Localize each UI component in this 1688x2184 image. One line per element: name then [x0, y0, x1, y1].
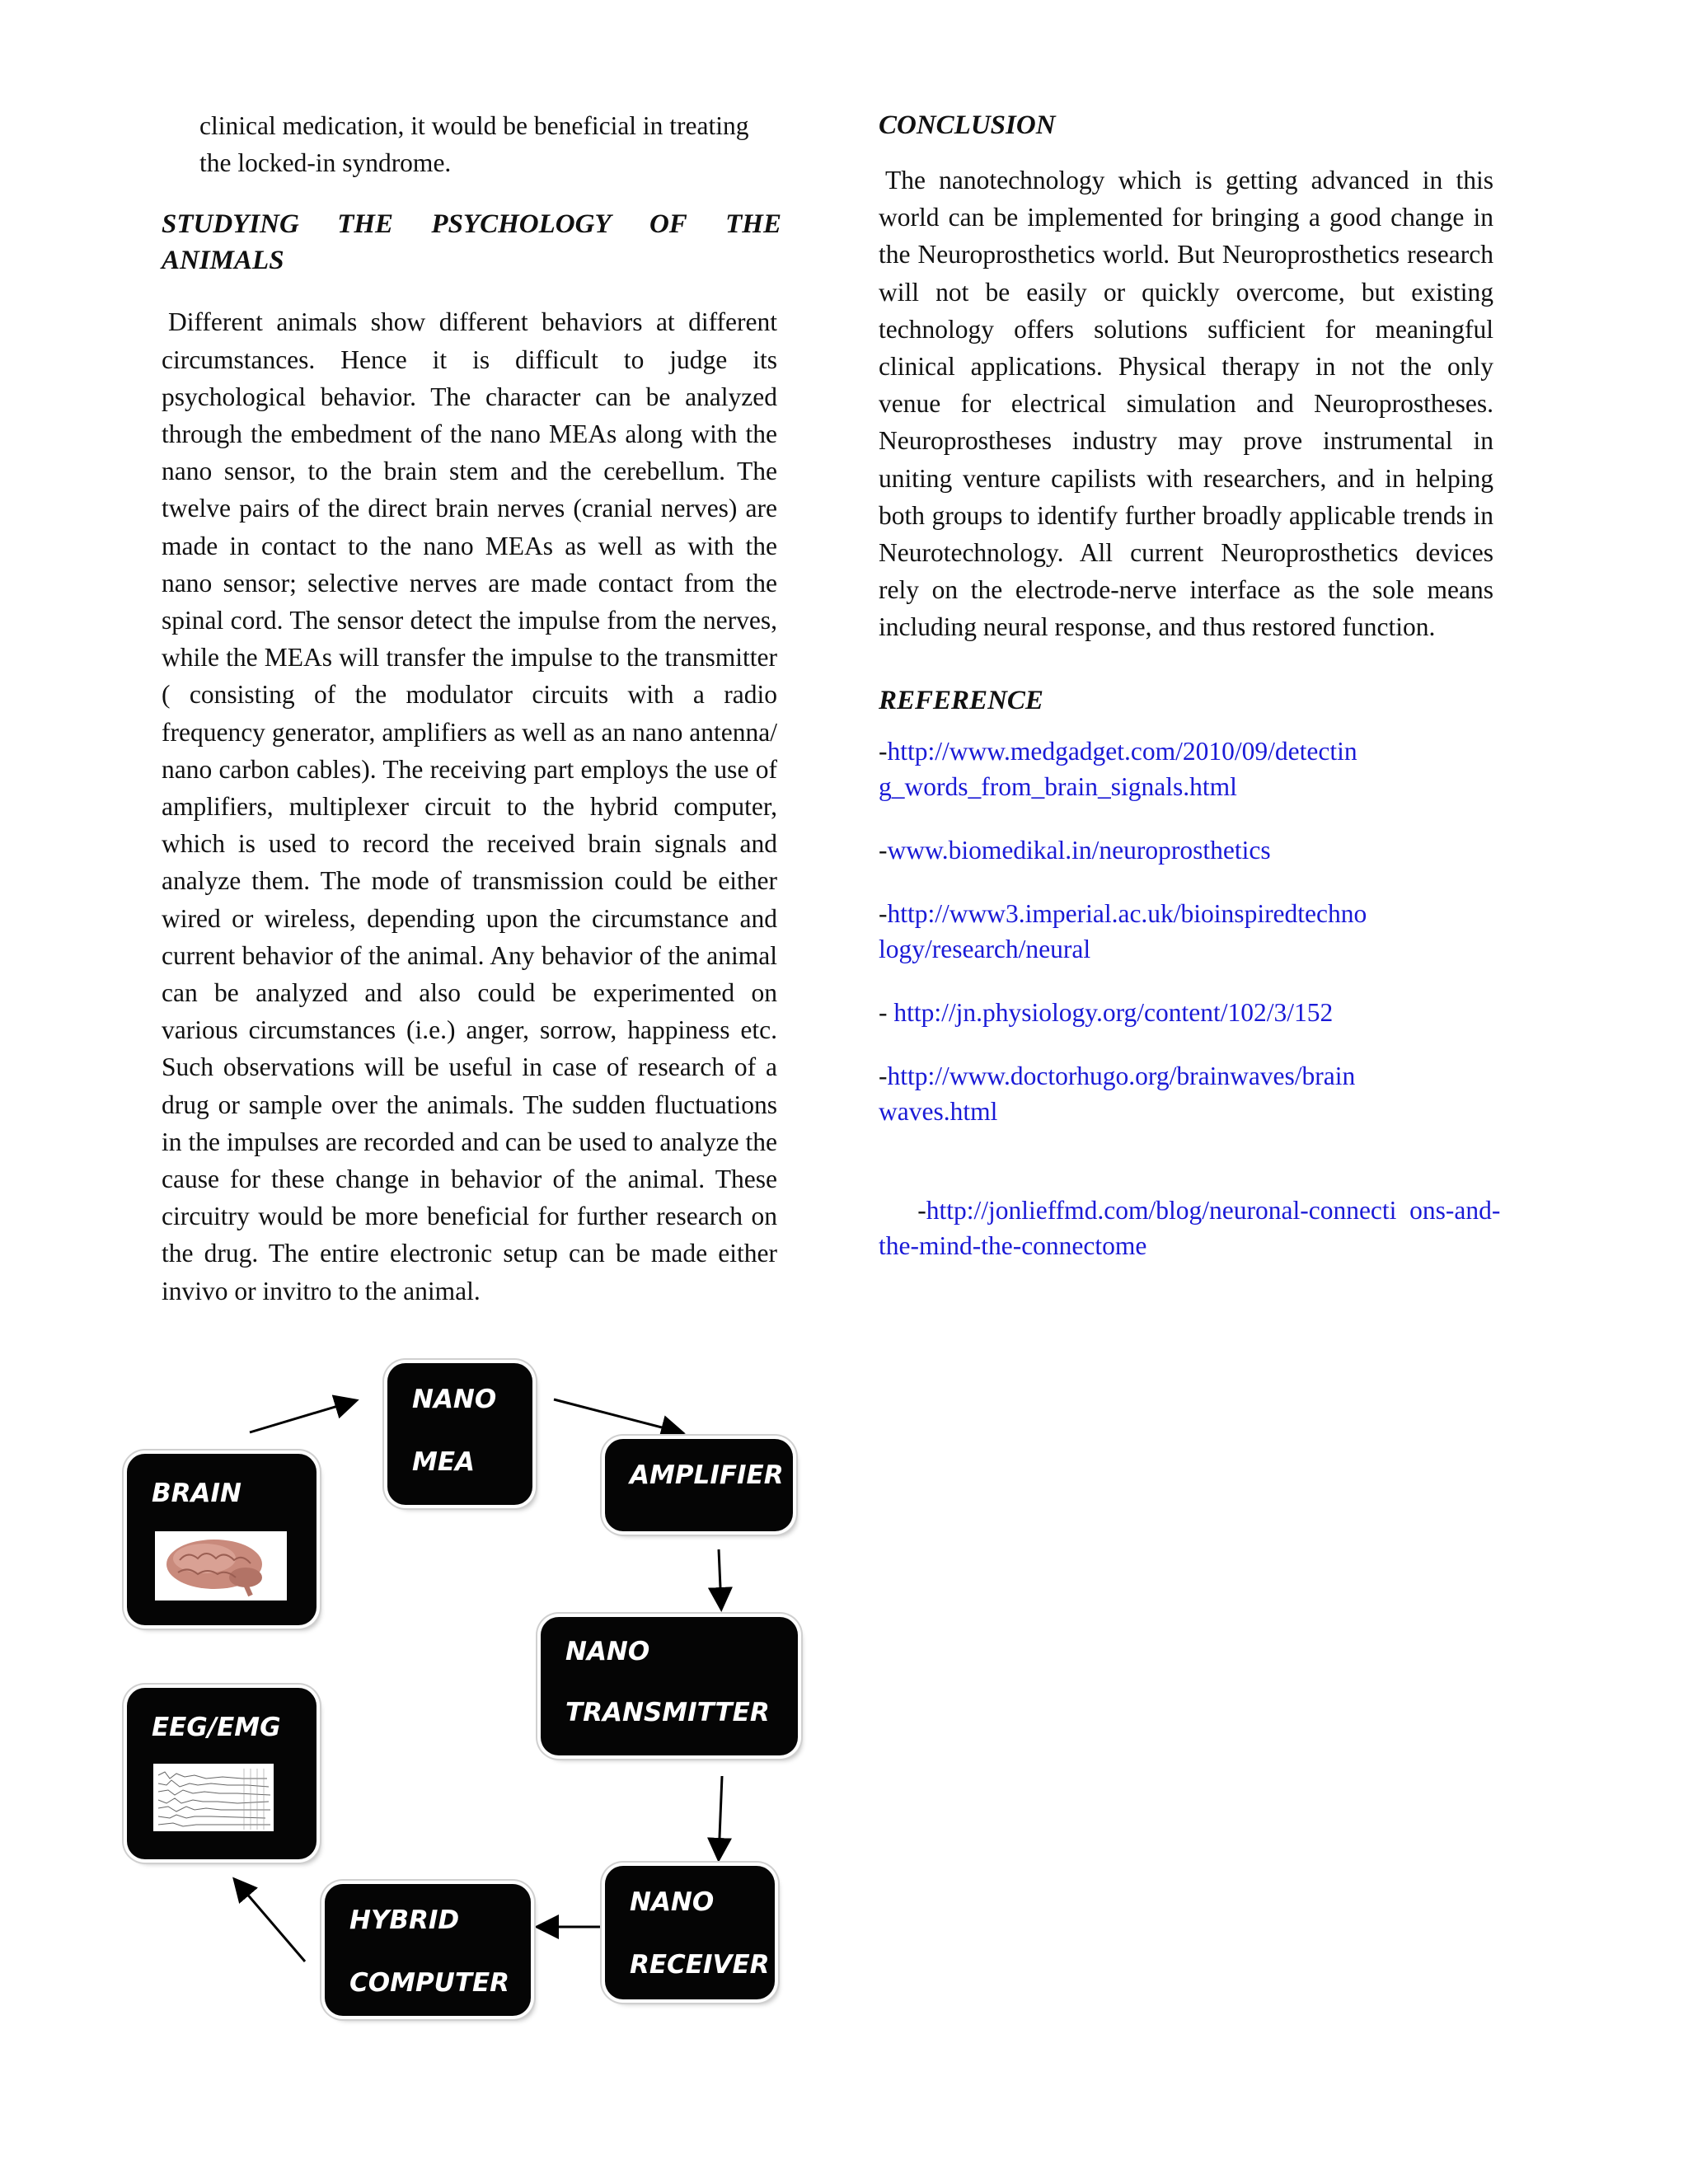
- animals-paragraph: Different animals show different behaviors at different circumstances. Hence it is difficult to judge its psychological behavior. The character can be analyzed through the embedment of the nano MEAs along with the nano sensor, to the brain stem and the cerebellum. The twelve pairs of the direct brain nerves (cranial nerves) are made in contact to the nano MEAs as well as with the nano sensor; selective nerves are made contact from the spinal cord. The sensor detect the impulse from the nerves, while the MEAs will transfer the impulse to the transmitter ( consisting of the modulator circuits with a radio frequency generator, amplifiers as well as an nano antenna/ nano carbon cables). The receiving part employs the use of amplifiers, multiplexer circuit to the hybrid computer, which is used to record the received brain signals and analyze them. The mode of transmission could be either wired or wireless, depending upon the circumstance and current behavior of the animal. Any behavior of the animal can be analyzed and also could be experimented on various circumstances (i.e.) anger, sorrow, happiness etc. Such observations will be useful in case of research of a drug or sample over the animals. The sudden fluctuations in the impulses are recorded and can be used to analyze the cause for these change in behavior of the animal. These circuitry would be more beneficial for further research on the drug. The entire electronic setup can be made either invivo or invitro to the animal.: [162, 307, 777, 1305]
- intro-paragraph: [199, 107, 777, 181]
- left-column: [162, 107, 781, 1310]
- nano-transmitter-line-2: TRANSMITTER: [565, 1698, 770, 1727]
- reference-link-continued[interactable]: logy/research/neural: [879, 934, 1091, 963]
- section-heading-animals: [162, 206, 781, 279]
- reference-dash: -: [917, 1195, 926, 1225]
- reference-link[interactable]: http://www.doctorhugo.org/brainwaves/brain: [887, 1061, 1356, 1090]
- heading-line-2: ANIMALS: [162, 246, 284, 276]
- heading-word: PSYCHOLOGY: [431, 209, 612, 240]
- brain-box: [127, 1454, 316, 1625]
- reference-dash: -: [879, 898, 888, 928]
- brain-image: [155, 1531, 287, 1601]
- reference-link[interactable]: http://www.medgadget.com/2010/09/detectin: [887, 736, 1357, 766]
- eeg-emg-box: [127, 1688, 316, 1859]
- reference-dash: -: [879, 835, 888, 865]
- hybrid-computer-box: [325, 1884, 531, 2016]
- reference-link[interactable]: http://www3.imperial.ac.uk/bioinspiredtechno: [887, 898, 1367, 928]
- heading-word: THE: [337, 209, 394, 240]
- reference-item[interactable]: [879, 832, 1493, 868]
- arrow-brain-to-mea: [250, 1401, 354, 1432]
- conclusion-paragraph: The nanotechnology which is getting advanced in this world can be implemented for bringing a good change in the Neuroprosthetics world. But Neuroprosthetics research will not be easily or quickly overcome, but existing technology offers solutions sufficient for meaningful clinical applications. Physical therapy in not the only venue for electrical simulation and Neuroprostheses. Neuroprostheses industry may prove instrumental in uniting venture capilists with researchers, and in helping both groups to identify further broadly applicable trends in Neurotechnology. All current Neuroprosthetics devices rely on the electrode-nerve interface as the sole means including neural response, and thus restored function.: [879, 166, 1493, 642]
- nano-transmitter-line-1: NANO: [565, 1637, 650, 1666]
- reference-item[interactable]: [879, 1157, 1501, 1299]
- nano-receiver-box: [605, 1866, 775, 1999]
- reference-item[interactable]: [879, 733, 1493, 804]
- arrow-mea-to-amplifier: [554, 1399, 681, 1432]
- reference-link[interactable]: http://jonlieffmd.com/blog/neuronal-connecti ons-and-: [926, 1195, 1501, 1225]
- heading-word: THE: [725, 209, 781, 240]
- intro-line-1: clinical medication, it would be beneficial in treating: [199, 111, 749, 140]
- nano-transmitter-box: [541, 1617, 798, 1755]
- reference-dash: -: [879, 736, 888, 766]
- nano-receiver-line-2: RECEIVER: [630, 1950, 770, 1980]
- arrow-transmitter-to-receiver: [719, 1776, 722, 1858]
- intro-line-2: the locked-in syndrome.: [199, 148, 452, 178]
- heading-word: OF: [649, 209, 687, 240]
- amplifier-box: [605, 1439, 793, 1531]
- nano-mea-line-1: NANO: [412, 1385, 497, 1414]
- reference-list: [879, 733, 1501, 1299]
- eeg-trace-image: [153, 1764, 274, 1831]
- reference-heading: REFERENCE: [879, 685, 1043, 715]
- reference-dash: -: [879, 1061, 888, 1090]
- nano-mea-line-2: MEA: [412, 1447, 476, 1477]
- conclusion-heading: CONCLUSION: [879, 110, 1056, 140]
- reference-link[interactable]: www.biomedikal.in/neuroprosthetics: [887, 835, 1271, 865]
- nano-receiver-line-1: NANO: [630, 1887, 715, 1917]
- reference-link-continued[interactable]: waves.html: [879, 1096, 998, 1126]
- reference-item[interactable]: [879, 995, 1493, 1030]
- hybrid-computer-line-1: HYBRID: [349, 1905, 460, 1935]
- amplifier-label: AMPLIFIER: [630, 1460, 784, 1490]
- reference-link-continued[interactable]: the-mind-the-connectome: [879, 1230, 1147, 1260]
- reference-link[interactable]: http://jn.physiology.org/content/102/3/152: [893, 997, 1334, 1027]
- eeg-emg-label: EEG/EMG: [152, 1713, 281, 1742]
- reference-link-continued[interactable]: g_words_from_brain_signals.html: [879, 771, 1237, 801]
- reference-item[interactable]: [879, 896, 1493, 967]
- reference-dash: -: [879, 997, 894, 1027]
- arrow-amplifier-to-transmitter: [719, 1549, 721, 1607]
- right-column: [879, 107, 1501, 1327]
- reference-item[interactable]: [879, 1058, 1493, 1129]
- arrow-computer-to-eeg: [236, 1881, 305, 1961]
- hybrid-computer-line-2: COMPUTER: [349, 1968, 510, 1998]
- heading-word: STUDYING: [162, 209, 299, 240]
- brain-label: BRAIN: [152, 1479, 241, 1508]
- nano-mea-box: [387, 1363, 532, 1505]
